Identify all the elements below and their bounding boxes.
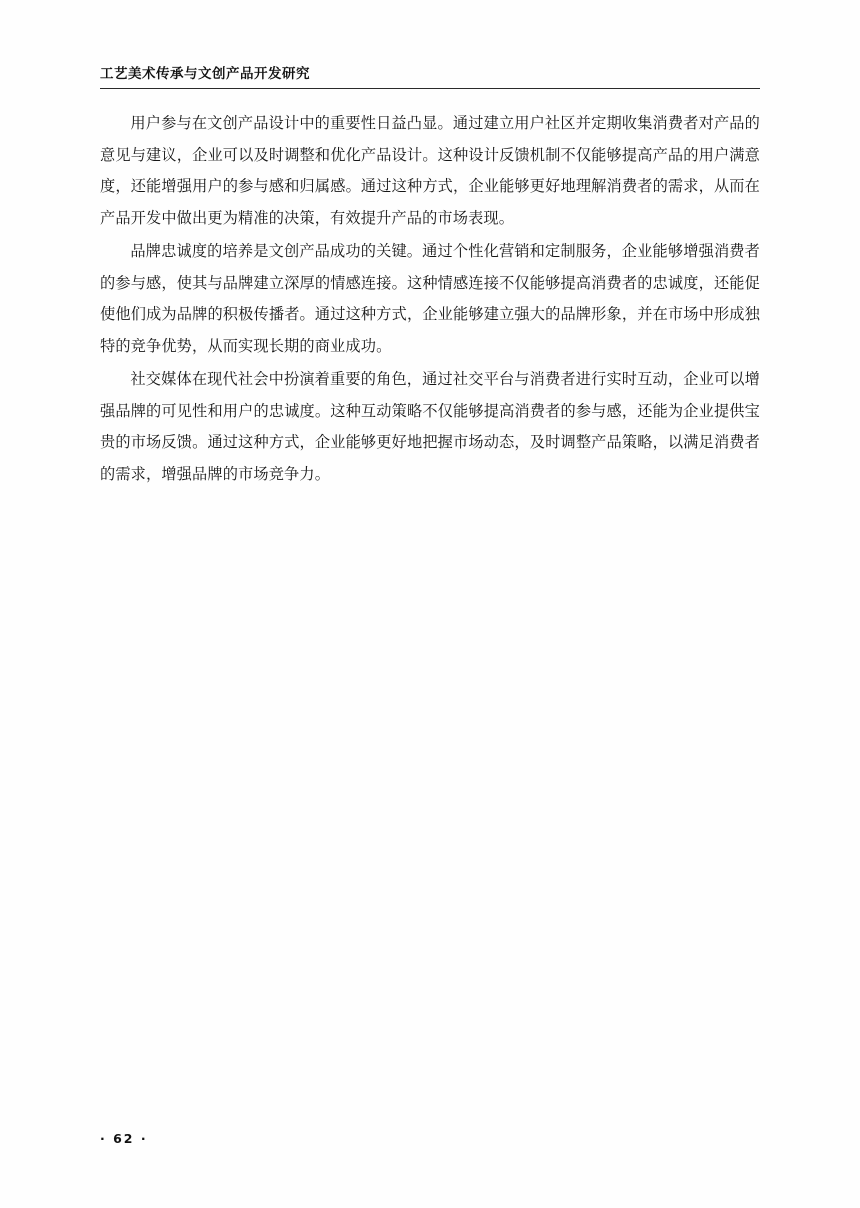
paragraph: 社交媒体在现代社会中扮演着重要的角色，通过社交平台与消费者进行实时互动，企业可以增强品牌的可见性和用户的忠诚度。这种互动策略不仅能够提高消费者的参与感，还能为企业提供宝贵的市场反馈。通过这种方式，企业能够更好地把握市场动态，及时调整产品策略，以满足消费者的需求，增强品牌的市场竞争力。 bbox=[100, 370, 760, 483]
page-footer bbox=[100, 1131, 760, 1146]
header-divider bbox=[100, 88, 760, 89]
body-content bbox=[100, 108, 760, 492]
page-header bbox=[100, 62, 760, 89]
paragraph: 品牌忠诚度的培养是文创产品成功的关键。通过个性化营销和定制服务，企业能够增强消费者的参与感，使其与品牌建立深厚的情感连接。这种情感连接不仅能够提高消费者的忠诚度，还能促使他们成为品牌的积极传播者。通过这种方式，企业能够建立强大的品牌形象，并在市场中形成独特的竞争优势，从而实现长期的商业成功。 bbox=[100, 242, 760, 355]
paragraph: 用户参与在文创产品设计中的重要性日益凸显。通过建立用户社区并定期收集消费者对产品的意见与建议，企业可以及时调整和优化产品设计。这种设计反馈机制不仅能够提高产品的用户满意度，还能增强用户的参与感和归属感。通过这种方式，企业能够更好地理解消费者的需求，从而在产品开发中做出更为精准的决策，有效提升产品的市场表现。 bbox=[100, 114, 760, 227]
page-number: · 62 · bbox=[100, 1131, 148, 1146]
running-head: 工艺美术传承与文创产品开发研究 bbox=[100, 66, 310, 82]
